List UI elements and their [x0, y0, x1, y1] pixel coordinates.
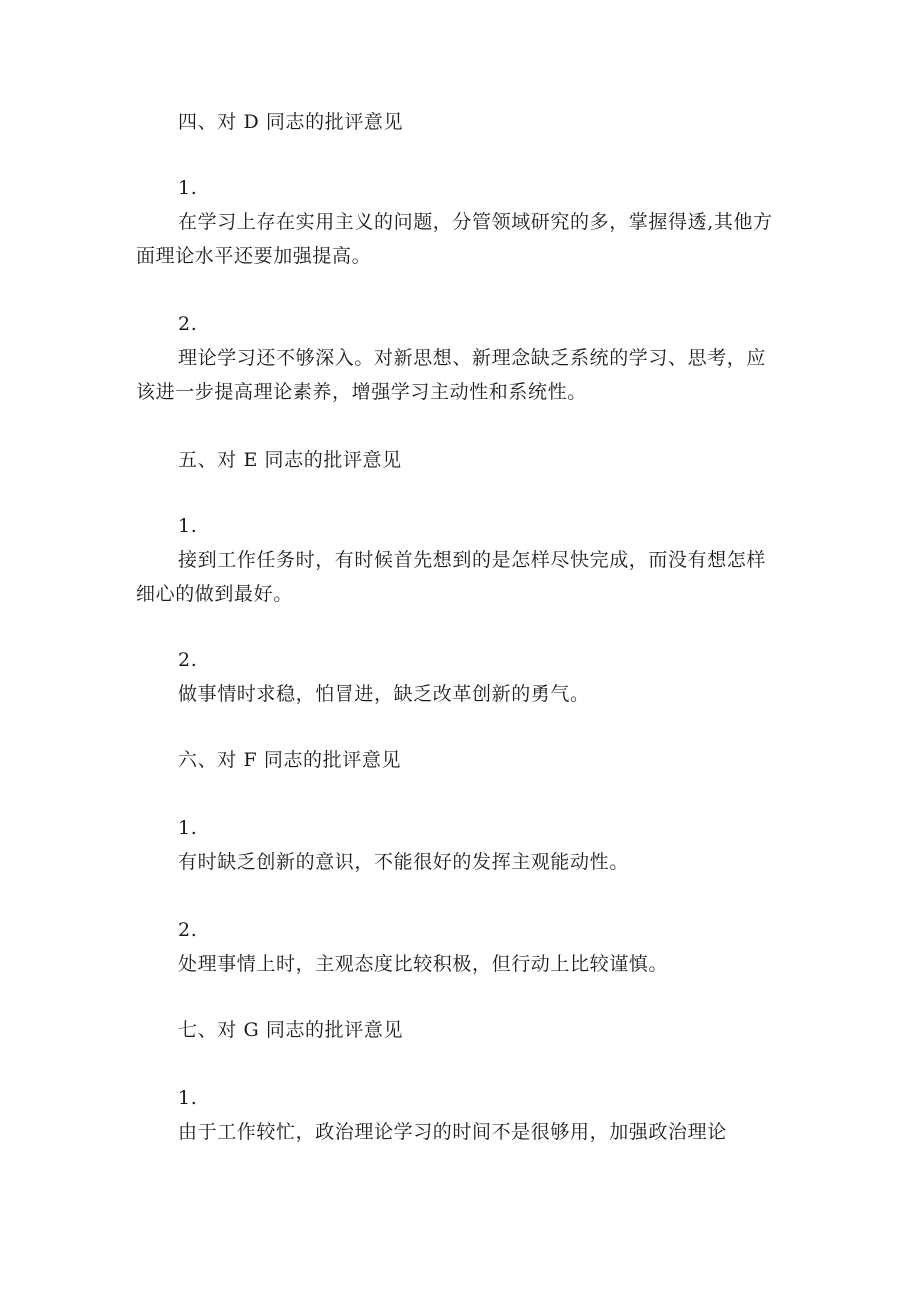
item-number: 1.	[178, 1087, 198, 1109]
section-heading-e: 五、对 E 同志的批评意见	[178, 449, 402, 471]
item-number: 1.	[178, 515, 198, 537]
item-text-line: 有时缺乏创新的意识，不能很好的发挥主观能动性。	[178, 851, 629, 873]
section-heading-g: 七、对 G 同志的批评意见	[178, 1019, 404, 1041]
item-number: 1.	[178, 817, 198, 839]
item-text-line: 做事情时求稳，怕冒进，缺乏改革创新的勇气。	[178, 683, 590, 705]
item-text-line: 理论学习还不够深入。对新思想、新理念缺乏系统的学习、思考，应	[178, 347, 767, 369]
item-text-line: 面理论水平还要加强提高。	[136, 245, 372, 267]
item-number: 1.	[178, 177, 198, 199]
section-heading-d: 四、对 D 同志的批评意见	[178, 111, 404, 133]
item-text-line: 该进一步提高理论素养，增强学习主动性和系统性。	[136, 381, 587, 403]
item-text-line: 处理事情上时，主观态度比较积极，但行动上比较谨慎。	[178, 953, 669, 975]
item-number: 2.	[178, 313, 198, 335]
item-number: 2.	[178, 649, 198, 671]
section-heading-f: 六、对 F 同志的批评意见	[178, 749, 402, 771]
item-text-line: 接到工作任务时，有时候首先想到的是怎样尽快完成，而没有想怎样	[178, 549, 767, 571]
item-number: 2.	[178, 919, 198, 941]
item-text-line: 由于工作较忙，政治理论学习的时间不是很够用，加强政治理论	[178, 1121, 727, 1143]
item-text-line: 细心的做到最好。	[136, 583, 293, 605]
item-text-line: 在学习上存在实用主义的问题，分管领域研究的多，掌握得透,其他方	[178, 211, 773, 233]
